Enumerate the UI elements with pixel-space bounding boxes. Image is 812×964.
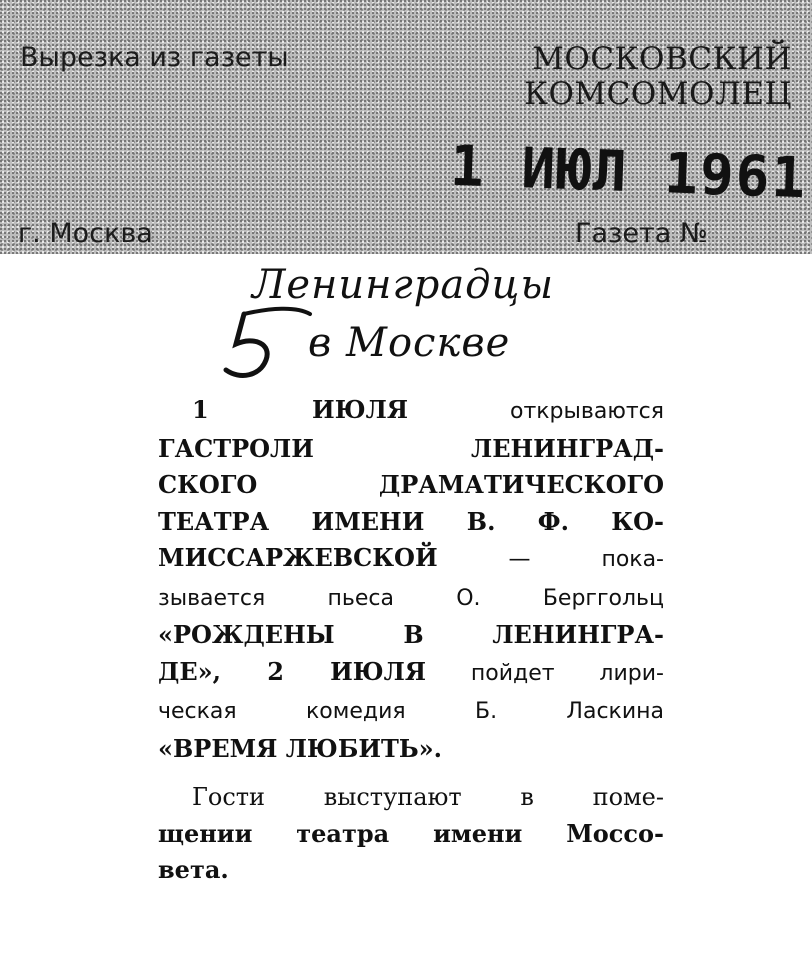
article-line: вета. bbox=[158, 855, 229, 884]
article-line-text: ческая комедия Б. Ласкина bbox=[158, 699, 664, 724]
article-line-bold: ГАСТРОЛИ ЛЕНИНГРАД- bbox=[158, 433, 664, 463]
article-line bbox=[158, 467, 664, 504]
article-line-bold: ДЕ», 2 ИЮЛЯ bbox=[158, 656, 427, 686]
city-label: г. Москва bbox=[18, 218, 153, 249]
article-line bbox=[158, 692, 664, 731]
article-line-text: — пока- bbox=[437, 547, 664, 572]
article-line bbox=[158, 654, 664, 693]
newspaper-name-line2: КОМСОМОЛЕЦ bbox=[524, 76, 792, 112]
article-line-bold: «РОЖДЕНЫ В ЛЕНИНГРА- bbox=[158, 620, 664, 649]
stamped-date: 1 ИЮЛ 1961 bbox=[448, 133, 809, 212]
clipping-header bbox=[0, 0, 812, 254]
article-line bbox=[158, 617, 664, 654]
article-line-bold: МИССАРЖЕВСКОЙ bbox=[158, 543, 438, 572]
clipping-label: Вырезка из газеты bbox=[20, 42, 289, 73]
article-title-line1: Ленинградцы bbox=[252, 262, 555, 308]
article-line-text: пойдет лири- bbox=[426, 660, 664, 686]
article-line: Гости выступают в поме- bbox=[192, 783, 664, 811]
handwritten-mark-icon bbox=[210, 300, 320, 390]
article-paragraph-1 bbox=[158, 392, 664, 767]
article-line: щении театра имени Моссо- bbox=[158, 818, 664, 848]
article-title-line2: в Москве bbox=[308, 320, 511, 366]
article-body bbox=[158, 392, 664, 889]
article-line bbox=[158, 392, 664, 431]
article-line bbox=[158, 540, 664, 579]
newspaper-name-line1: МОСКОВСКИЙ bbox=[532, 41, 792, 77]
article-paragraph-2 bbox=[158, 779, 664, 889]
article-line-bold: ТЕАТРА ИМЕНИ В. Ф. КО- bbox=[158, 506, 664, 536]
article-line bbox=[158, 731, 664, 768]
article-line-bold: СКОГО ДРАМАТИЧЕСКОГО bbox=[158, 470, 664, 499]
article-line bbox=[158, 579, 664, 618]
article-line-text: зывается пьеса О. Берггольц bbox=[158, 585, 664, 611]
article-line-bold: «ВРЕМЯ ЛЮБИТЬ». bbox=[158, 733, 443, 763]
article-line bbox=[158, 504, 664, 541]
article-line-bold: 1 ИЮЛЯ bbox=[192, 395, 408, 424]
newspaper-name bbox=[524, 42, 792, 112]
article-line bbox=[158, 431, 664, 468]
newspaper-number-label: Газета № bbox=[575, 218, 708, 249]
article-line-text: открываются bbox=[408, 399, 664, 424]
